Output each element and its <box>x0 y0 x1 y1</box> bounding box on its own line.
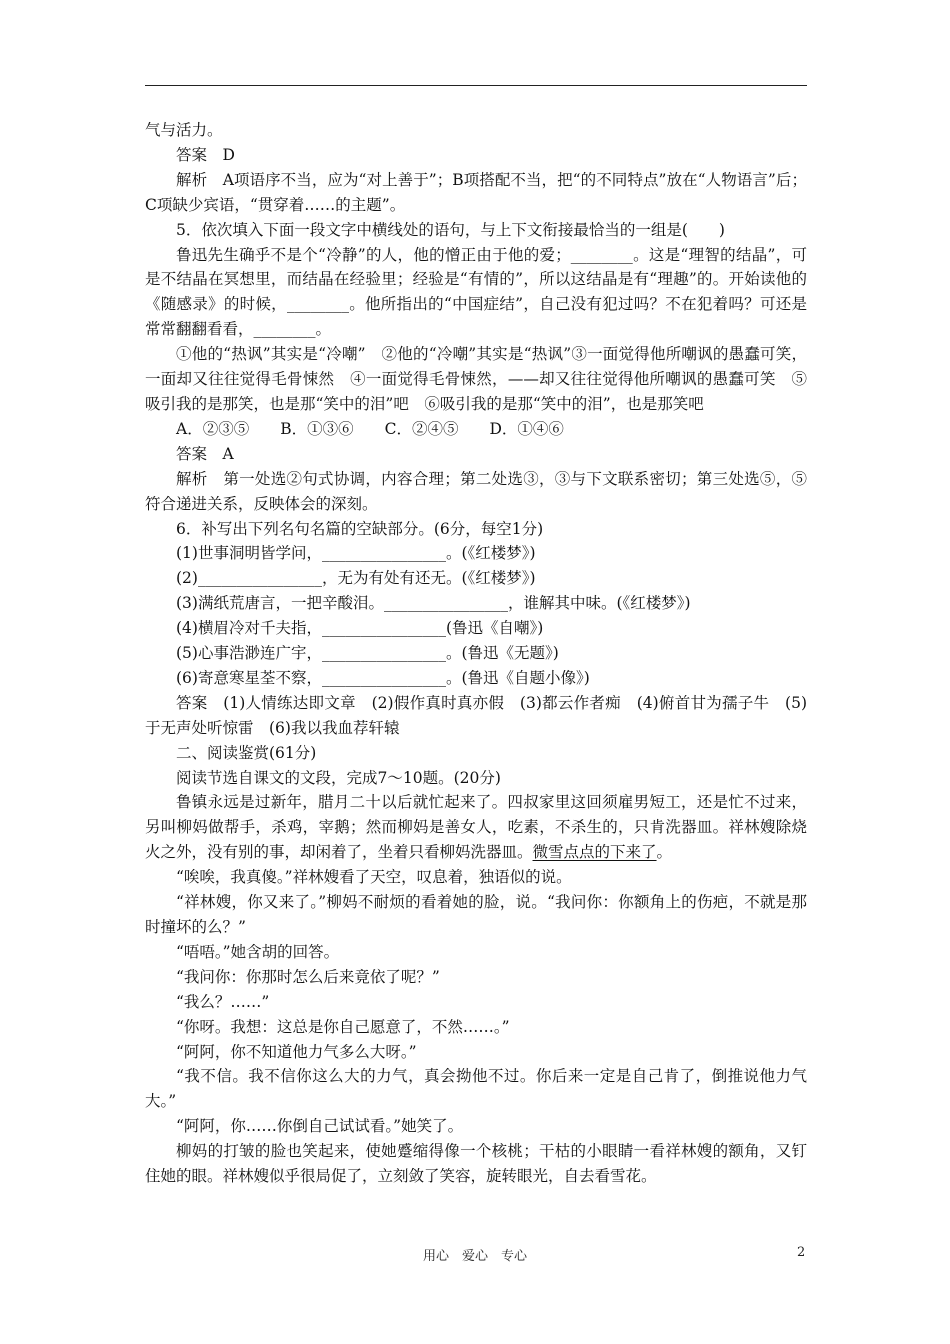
paragraph <box>145 591 807 616</box>
underlined-sentence: 微雪点点的下来了 <box>532 843 657 862</box>
paragraph <box>145 168 807 218</box>
paragraph-text: 二、阅读鉴赏(61分) <box>176 743 317 762</box>
paragraph-text: 解析 第一处选②句式协调，内容合理；第二处选③，③与下文联系密切；第三处选⑤，⑤符合递进关系，反映体会的深刻。 <box>145 469 807 513</box>
paragraph <box>145 566 807 591</box>
paragraph <box>145 1040 807 1065</box>
paragraph <box>145 940 807 965</box>
paragraph <box>145 143 807 168</box>
paragraph-text: “我不信。我不信你这么大的力气，真会拗他不过。你后来一定是自己肯了，倒推说他力气大。” <box>145 1067 807 1111</box>
page-footer: 用心 爱心 专心 <box>422 1249 527 1264</box>
paragraph <box>145 467 807 517</box>
paragraph-text: “我问你：你那时怎么后来竟依了呢？” <box>176 967 440 986</box>
paragraph <box>145 990 807 1015</box>
paragraph-text: 解析 A项语序不当，应为“对上善于”；B项搭配不当，把“的不同特点”放在“人物语言”后；C项缺少宾语，“贯穿着……的主题”。 <box>145 170 807 214</box>
paragraph <box>145 641 807 666</box>
paragraph <box>145 1015 807 1040</box>
paragraph-text: 鲁迅先生确乎不是个“冷静”的人，他的憎正由于他的爱；________。这是“理智的结晶”，可是不结晶在冥想里，而结晶在经验里；经验是“有情的”，所以这结晶是有“理趣”的。开始读他的《随感录》的时候，________。他所指出的“中国症结”，自己没有犯过吗？不在犯着吗？可还是常常翻翻看看，________。 <box>145 245 807 339</box>
paragraph <box>145 118 807 143</box>
paragraph-text: 答案 A <box>176 444 234 463</box>
paragraph-text: 6．补写出下列名句名篇的空缺部分。(6分，每空1分) <box>176 519 544 538</box>
paragraph-text: 柳妈的打皱的脸也笑起来，使她蹙缩得像一个核桃；干枯的小眼睛一看祥林嫂的额角，又钉住她的眼。祥林嫂似乎很局促了，立刻敛了笑容，旋转眼光，自去看雪花。 <box>145 1142 807 1186</box>
paragraph <box>145 541 807 566</box>
paragraph-text: “阿阿，你不知道他力气多么大呀。” <box>176 1042 417 1061</box>
paragraph-text: A．②③⑤ B．①③⑥ C．②④⑤ D．①④⑥ <box>176 419 564 438</box>
paragraph-text: ①他的“热讽”其实是“冷嘲” ②他的“冷嘲”其实是“热讽”③一面觉得他所嘲讽的愚蠢可笑，一面却又往往觉得毛骨悚然 ④一面觉得毛骨悚然，——却又往往觉得他所嘲讽的愚蠢可笑 ⑤吸引我的是那笑，也是那“笑中的泪”吧 ⑥吸引我的是那“笑中的泪”，也是那笑吧 <box>145 345 807 413</box>
paragraph-text: (4)横眉冷对千夫指，________________(鲁迅《自嘲》) <box>176 619 544 638</box>
paragraph <box>145 790 807 865</box>
paragraph-text: (1)世事洞明皆学问，________________。(《红楼梦》) <box>176 544 536 563</box>
paragraph-text: “阿阿，你……你倒自己试试看。”她笑了。 <box>176 1117 464 1136</box>
paragraph-text: “我么？……” <box>176 992 270 1011</box>
paragraph <box>145 442 807 467</box>
paragraph <box>145 342 807 417</box>
paragraph <box>145 517 807 542</box>
paragraph <box>145 243 807 343</box>
paragraph-text: 答案 (1)人情练达即文章 (2)假作真时真亦假 (3)都云作者痴 (4)俯首甘为孺子牛 (5)于无声处听惊雷 (6)我以我血荐轩辕 <box>145 693 807 737</box>
paragraph <box>145 1139 807 1189</box>
paragraph <box>145 965 807 990</box>
punctuation: 。 <box>656 843 673 862</box>
paragraph-text: “唔唔。”她含胡的回答。 <box>176 942 340 961</box>
paragraph <box>145 666 807 691</box>
paragraph <box>145 890 807 940</box>
paragraph <box>145 616 807 641</box>
paragraph-text: (5)心事浩渺连广宇，________________。(鲁迅《无题》) <box>176 644 559 663</box>
paragraph-text: “唉唉，我真傻。”祥林嫂看了天空，叹息着，独语似的说。 <box>176 868 572 887</box>
paragraph-text: 气与活力。 <box>145 121 223 139</box>
paragraph-text: “你呀。我想：这总是你自己愿意了，不然……。” <box>176 1017 510 1036</box>
paragraph <box>145 417 807 442</box>
paragraph <box>145 766 807 791</box>
paragraph-text: 5．依次填入下面一段文字中横线处的语句，与上下文衔接最恰当的一组是( ) <box>176 220 725 239</box>
paragraph-text: 阅读节选自课文的文段，完成7～10题。(20分) <box>176 768 501 787</box>
paragraph <box>145 691 807 741</box>
paragraph-text: (3)满纸荒唐言，一把辛酸泪。________________，谁解其中味。(《红楼梦》) <box>176 594 691 613</box>
paragraph <box>145 1114 807 1139</box>
paragraph <box>145 1064 807 1114</box>
page-number: 2 <box>797 1245 806 1260</box>
page-body <box>145 118 807 1189</box>
paragraph <box>145 741 807 766</box>
paragraph <box>145 218 807 243</box>
paragraph-text: (6)寄意寒星荃不察，________________。(鲁迅《自题小像》) <box>176 668 590 687</box>
paragraph-text: (2)________________，无为有处有还无。(《红楼梦》) <box>176 569 536 588</box>
paragraph-text: “祥林嫂，你又来了。”柳妈不耐烦的看着她的脸，说。“我问你：你额角上的伤疤，不就是那时撞坏的么？” <box>145 893 807 936</box>
header-rule <box>145 85 807 86</box>
paragraph-text: 鲁镇永远是过新年，腊月二十以后就忙起来了。四叔家里这回须雇男短工，还是忙不过来，另叫柳妈做帮手，杀鸡，宰鹅；然而柳妈是善女人，吃素，不杀生的，只肯洗器皿。祥林嫂除烧火之外，没有别的事，却闲着了，坐着只看柳妈洗器皿。 <box>145 793 807 862</box>
paragraph <box>145 865 807 890</box>
paragraph-text: 答案 D <box>176 145 235 164</box>
